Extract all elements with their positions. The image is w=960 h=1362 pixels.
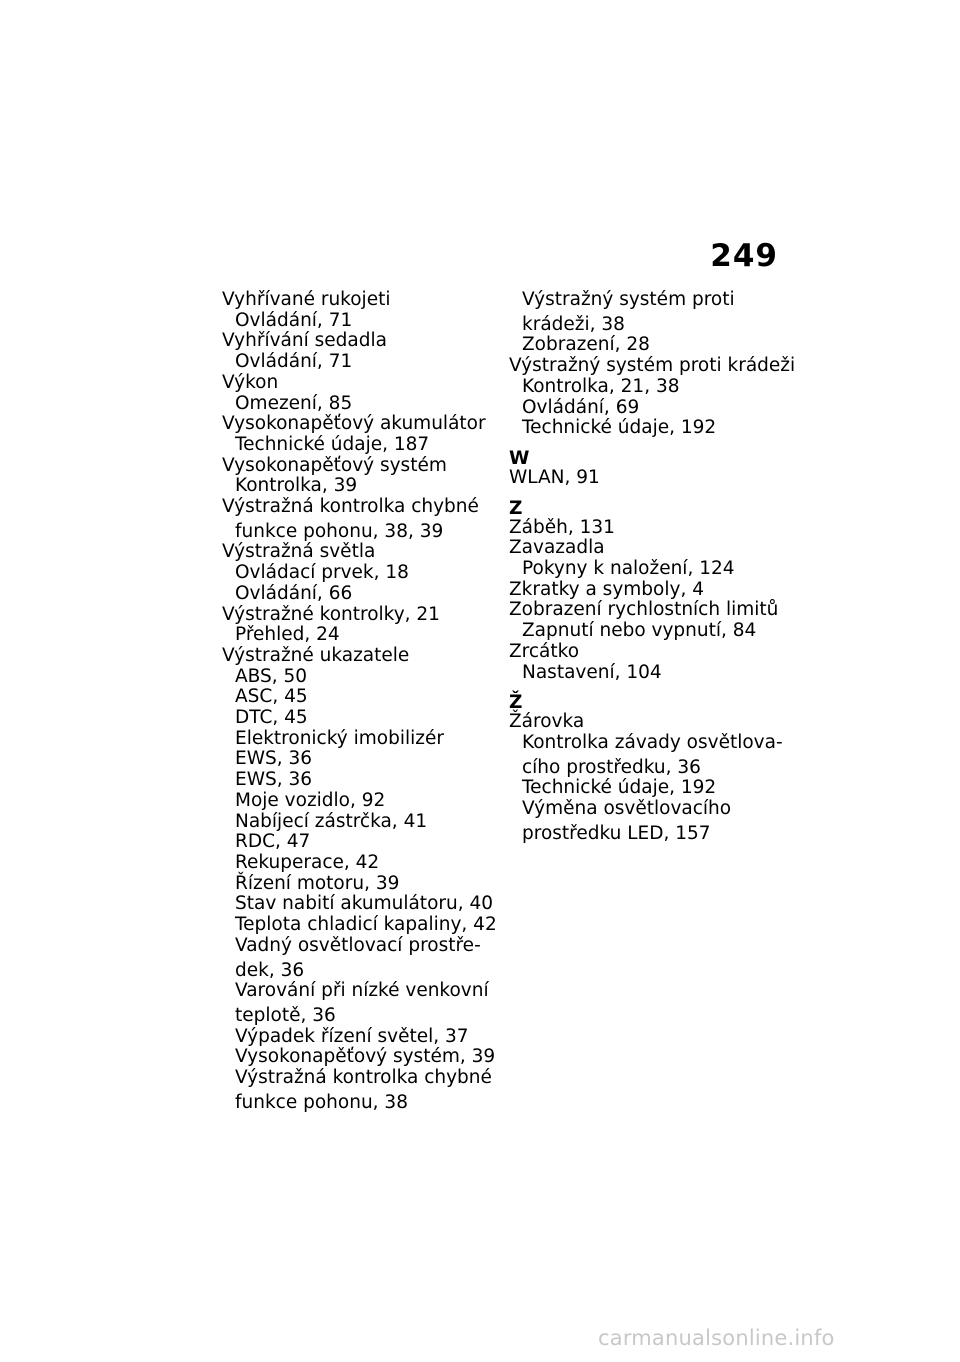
index-entry: Vyhřívání sedadla xyxy=(222,330,387,352)
index-subentry: RDC, 47 xyxy=(235,831,311,853)
index-subentry: Technické údaje, 192 xyxy=(522,417,717,439)
index-column-right xyxy=(509,289,796,844)
index-entry: Vysokonapěťový akumulátor xyxy=(222,413,486,435)
index-subentry: DTC, 45 xyxy=(235,707,308,729)
index-subentry: ABS, 50 xyxy=(235,665,308,687)
index-entry: Zrcátko xyxy=(509,640,580,662)
index-subentry: Moje vozidlo, 92 xyxy=(235,789,386,811)
index-subentry: Řízení motoru, 39 xyxy=(235,872,400,894)
index-subentry: Rekuperace, 42 xyxy=(235,851,380,873)
index-subentry: Technické údaje, 187 xyxy=(235,433,430,455)
index-entry: Vyhřívané rukojeti xyxy=(222,289,391,310)
index-subentry: Vysokonapěťový systém, 39 xyxy=(235,1046,496,1068)
index-entry: Záběh, 131 xyxy=(509,516,615,538)
index-letter-heading: Z xyxy=(509,497,523,519)
watermark-text: carmanualsonline.info xyxy=(598,1326,835,1350)
index-subentry: Vadný osvětlovací prostře- xyxy=(235,934,481,956)
index-entry: Žárovka xyxy=(509,711,585,733)
index-subentry: krádeži, 38 xyxy=(522,313,625,335)
index-entry: Zobrazení rychlostních limitů xyxy=(509,599,779,621)
index-subentry: Teplota chladicí kapaliny, 42 xyxy=(235,914,497,936)
index-subentry: Kontrolka, 39 xyxy=(235,475,358,497)
index-subentry: Ovládání, 71 xyxy=(235,351,353,373)
index-letter-heading: W xyxy=(509,447,530,469)
index-entry: Výstražné kontrolky, 21 xyxy=(222,603,440,625)
index-subentry: Zapnutí nebo vypnutí, 84 xyxy=(522,620,757,642)
index-subentry: dek, 36 xyxy=(235,959,305,981)
index-subentry: Varování při nízké venkovní xyxy=(235,980,489,1002)
index-subentry: ASC, 45 xyxy=(235,686,308,708)
index-subentry: Kontrolka, 21, 38 xyxy=(522,375,680,397)
index-subentry: funkce pohonu, 38, 39 xyxy=(235,520,444,542)
index-entry: Zavazadla xyxy=(509,537,605,559)
index-subentry: Nastavení, 104 xyxy=(522,661,662,683)
index-subentry: cího prostředku, 36 xyxy=(522,756,701,778)
index-subentry: Nabíjecí zástrčka, 41 xyxy=(235,810,428,832)
index-column-left xyxy=(222,289,497,1113)
index-subentry: Stav nabití akumulátoru, 40 xyxy=(235,893,494,915)
index-entry: WLAN, 91 xyxy=(509,466,600,488)
index-subentry: prostředku LED, 157 xyxy=(522,822,711,844)
index-subentry: funkce pohonu, 38 xyxy=(235,1091,408,1113)
index-subentry: Přehled, 24 xyxy=(235,624,340,646)
index-subentry: Ovládací prvek, 18 xyxy=(235,562,409,584)
index-subentry: Výměna osvětlovacího xyxy=(522,798,732,820)
index-entry: Výstražný systém proti krádeži xyxy=(509,355,796,377)
index-subentry: Výpadek řízení světel, 37 xyxy=(235,1025,469,1047)
index-subentry: teplotě, 36 xyxy=(235,1004,336,1026)
index-subentry: Výstražný systém proti xyxy=(522,289,735,310)
index-subentry: EWS, 36 xyxy=(235,769,313,791)
index-entry: Výkon xyxy=(222,371,279,393)
index-subentry: Zobrazení, 28 xyxy=(522,334,650,356)
index-entry: Výstražná světla xyxy=(222,541,376,563)
index-subentry: Technické údaje, 192 xyxy=(522,777,717,799)
index-entry: Výstražné ukazatele xyxy=(222,644,410,666)
index-subentry: EWS, 36 xyxy=(235,748,313,770)
index-subentry: Kontrolka závady osvětlova- xyxy=(522,731,783,753)
page-number: 249 xyxy=(710,238,778,274)
index-subentry: Elektronický imobilizér xyxy=(235,727,444,749)
index-subentry: Pokyny k naložení, 124 xyxy=(522,558,735,580)
index-subentry: Ovládání, 71 xyxy=(235,309,353,331)
index-subentry: Omezení, 85 xyxy=(235,392,353,414)
index-subentry: Výstražná kontrolka chybné xyxy=(235,1067,492,1089)
index-letter-heading: Ž xyxy=(509,692,523,714)
index-entry: Výstražná kontrolka chybné xyxy=(222,496,479,518)
index-subentry: Ovládání, 69 xyxy=(522,396,640,418)
index-subentry: Ovládání, 66 xyxy=(235,582,353,604)
index-entry: Vysokonapěťový systém xyxy=(222,454,447,476)
index-entry: Zkratky a symboly, 4 xyxy=(509,578,704,600)
